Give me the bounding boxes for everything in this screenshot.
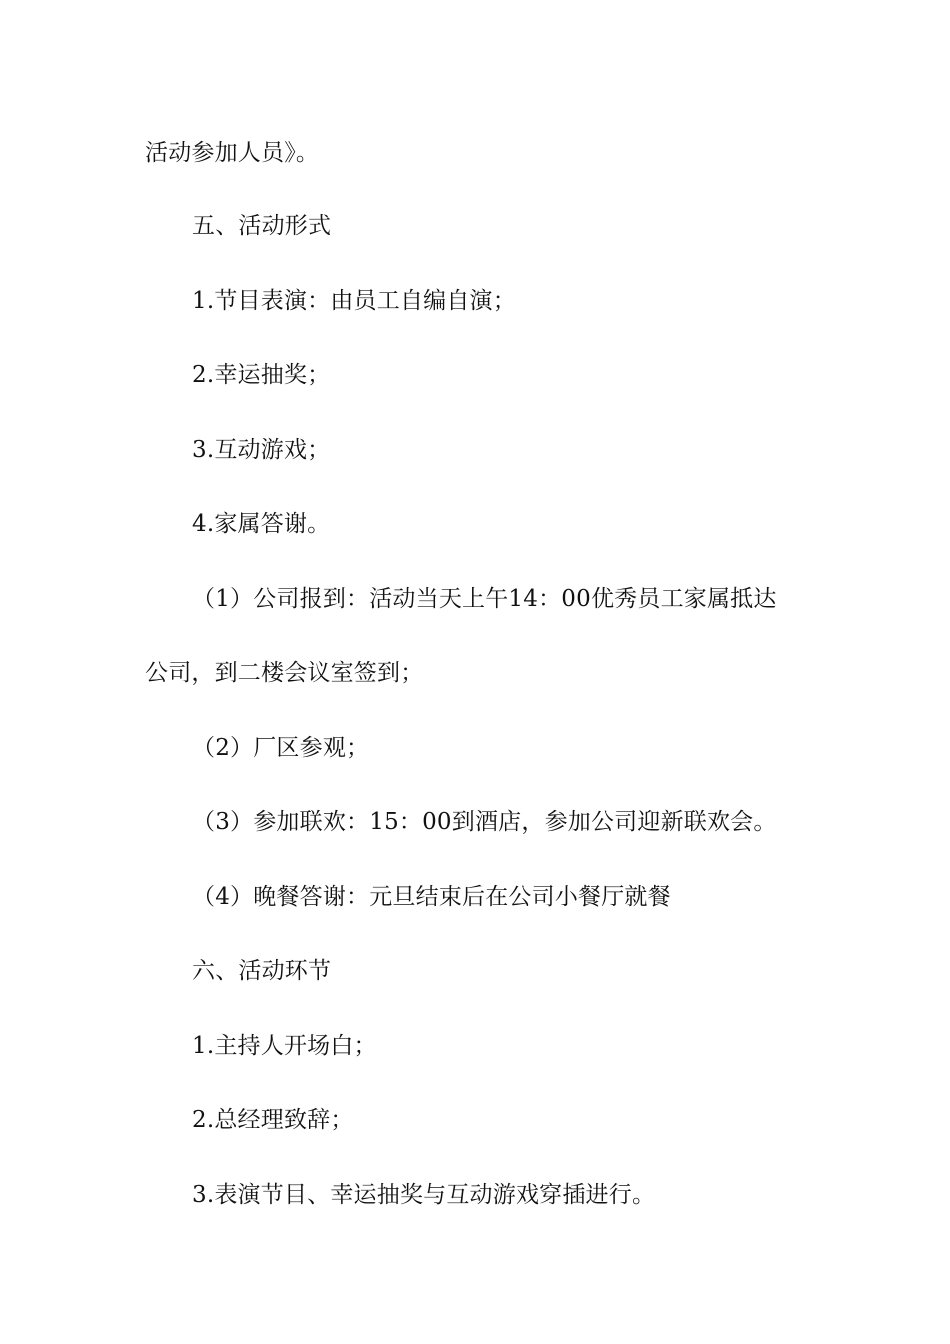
paragraph-continuation: 活动参加人员》。 (145, 140, 320, 166)
sub-item-dinner-thanks: （4）晚餐答谢：元旦结束后在公司小餐厅就餐 (192, 884, 671, 910)
list-item-performances-draw-games: 3.表演节目、幸运抽奖与互动游戏穿插进行。 (192, 1182, 656, 1208)
list-item-host-opening: 1.主持人开场白； (192, 1033, 377, 1059)
sub-item-factory-visit: （2）厂区参观； (192, 735, 370, 761)
list-item-interactive-games: 3.互动游戏； (192, 437, 331, 463)
sub-item-company-checkin-continued: 公司，到二楼会议室签到； (145, 660, 424, 686)
section-heading-activity-segments: 六、活动环节 (192, 958, 332, 984)
section-heading-activity-format: 五、活动形式 (192, 213, 332, 239)
list-item-gm-speech: 2.总经理致辞； (192, 1107, 354, 1133)
sub-item-company-checkin: （1）公司报到：活动当天上午14：00优秀员工家属抵达 (192, 586, 777, 612)
list-item-performance: 1.节目表演：由员工自编自演； (192, 288, 516, 314)
list-item-lucky-draw: 2.幸运抽奖； (192, 362, 331, 388)
sub-item-join-party: （3）参加联欢：15：00到酒店，参加公司迎新联欢会。 (192, 809, 777, 835)
list-item-family-thanks: 4.家属答谢。 (192, 511, 331, 537)
